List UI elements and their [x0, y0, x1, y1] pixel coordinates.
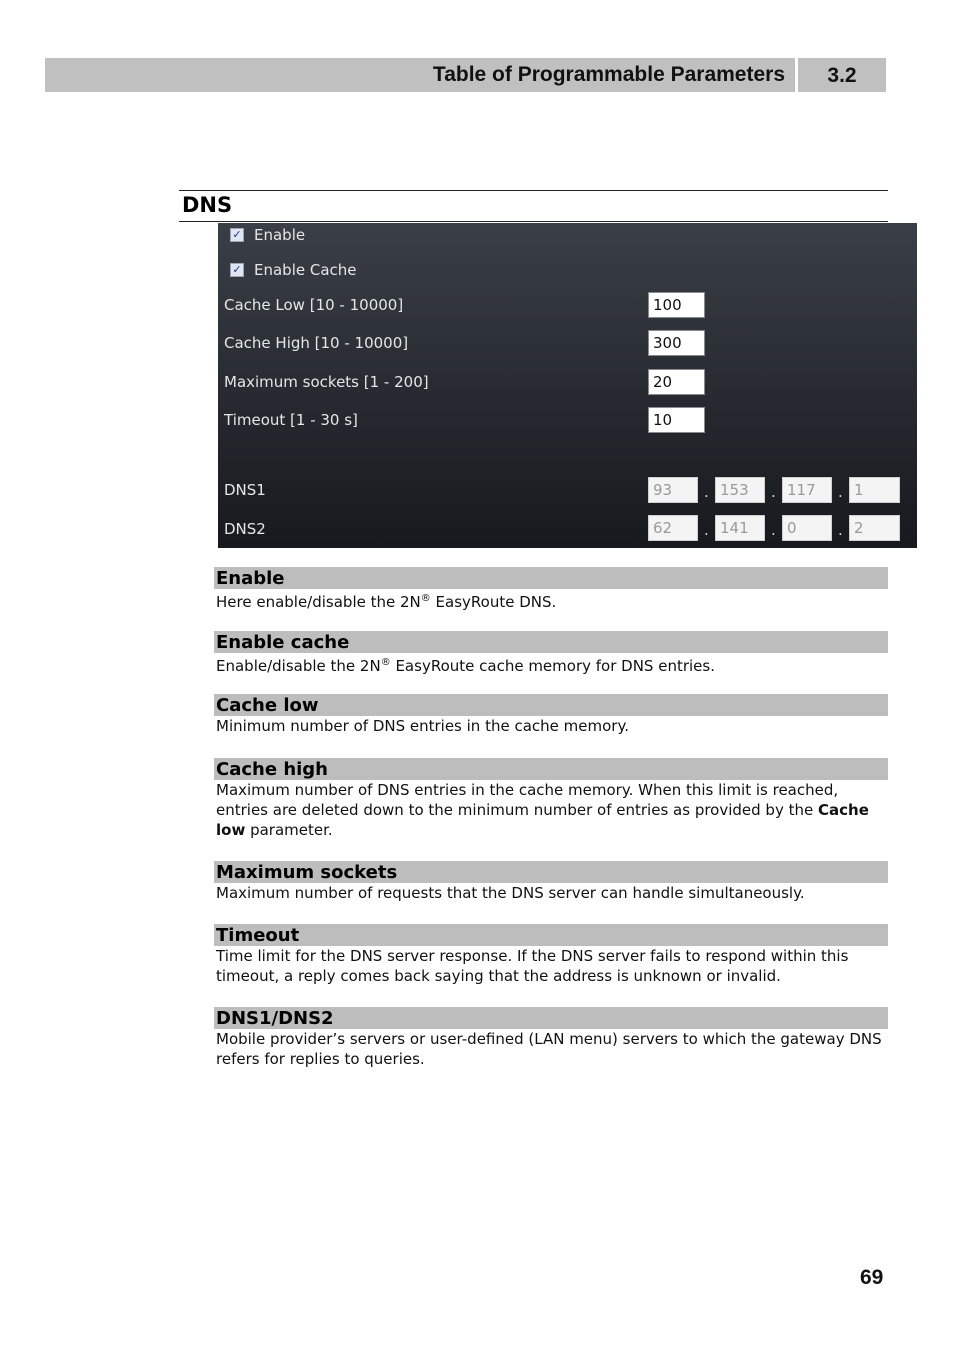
max-sockets-label: Maximum sockets [1 - 200]	[224, 373, 429, 391]
section-rule-top	[179, 190, 888, 191]
param-description: Enable/disable the 2N® EasyRoute cache memory for DNS entries.	[216, 657, 715, 675]
param-heading-bar	[214, 861, 888, 883]
param-enable	[214, 567, 888, 612]
param-description: Maximum number of requests that the DNS server can handle simultaneously.	[216, 884, 805, 902]
param-heading-bar	[214, 758, 888, 780]
param-heading-bar	[214, 1007, 888, 1029]
param-enable-cache	[214, 631, 888, 676]
param-dns1-dns2	[214, 1007, 888, 1069]
section-title: DNS	[182, 193, 233, 217]
dns2-dot: .	[704, 521, 709, 539]
dns2-dot: .	[771, 521, 776, 539]
cache-high-input[interactable]: 300	[648, 330, 705, 356]
dns1-octet-2[interactable]: 153	[715, 477, 765, 503]
dns2-octet-3[interactable]: 0	[782, 515, 832, 541]
dns1-octet-1[interactable]: 93	[648, 477, 698, 503]
dns1-octet-3[interactable]: 117	[782, 477, 832, 503]
timeout-label: Timeout [1 - 30 s]	[224, 411, 358, 429]
param-title: Cache high	[216, 759, 328, 780]
param-title: Enable	[216, 568, 285, 589]
header-title: Table of Programmable Parameters	[432, 63, 785, 86]
param-cache-high	[214, 758, 888, 840]
dns2-octet-2[interactable]: 141	[715, 515, 765, 541]
param-description: Here enable/disable the 2N® EasyRoute DNS.	[216, 593, 557, 611]
section-rule-bottom	[179, 221, 888, 222]
param-heading-bar	[214, 694, 888, 716]
param-timeout	[214, 924, 888, 986]
enable-checkbox[interactable]: ✓	[230, 228, 244, 242]
param-description: Time limit for the DNS server response. If the DNS server fails to respond within this timeout, a reply comes back saying that the address is unknown or invalid.	[216, 947, 849, 985]
header-band	[45, 58, 795, 92]
param-maximum-sockets	[214, 861, 888, 903]
dns1-dot: .	[771, 483, 776, 501]
page-number: 69	[860, 1266, 884, 1289]
dns1-label: DNS1	[224, 481, 266, 499]
enable-label: Enable	[254, 226, 306, 244]
param-title: DNS1/DNS2	[216, 1008, 334, 1029]
dns1-octet-4[interactable]: 1	[849, 477, 900, 503]
dns2-octet-4[interactable]: 2	[849, 515, 900, 541]
param-description: Maximum number of DNS entries in the cache memory. When this limit is reached, entries are deleted down to the minimum number of entries as provided by the Cache low parameter.	[216, 781, 869, 839]
param-description: Mobile provider’s servers or user-defined (LAN menu) servers to which the gateway DNS refers for replies to queries.	[216, 1030, 882, 1068]
param-description: Minimum number of DNS entries in the cache memory.	[216, 717, 629, 735]
param-title: Timeout	[216, 925, 300, 946]
param-title: Cache low	[216, 695, 319, 716]
cache-low-input[interactable]: 100	[648, 292, 705, 318]
param-title: Enable cache	[216, 632, 350, 653]
dns1-dot: .	[704, 483, 709, 501]
dns2-dot: .	[838, 521, 843, 539]
param-heading-bar	[214, 567, 888, 589]
dns2-octet-1[interactable]: 62	[648, 515, 698, 541]
param-title: Maximum sockets	[216, 862, 398, 883]
param-heading-bar	[214, 631, 888, 653]
dns-settings-panel	[218, 223, 917, 548]
dns2-label: DNS2	[224, 520, 266, 538]
param-cache-low	[214, 694, 888, 736]
enable-cache-checkbox[interactable]: ✓	[230, 263, 244, 277]
cache-low-label: Cache Low [10 - 10000]	[224, 296, 404, 314]
cache-high-label: Cache High [10 - 10000]	[224, 334, 409, 352]
enable-cache-label: Enable Cache	[254, 261, 357, 279]
param-heading-bar	[214, 924, 888, 946]
timeout-input[interactable]: 10	[648, 407, 705, 433]
max-sockets-input[interactable]: 20	[648, 369, 705, 395]
dns1-dot: .	[838, 483, 843, 501]
section-number: 3.2	[798, 58, 886, 92]
